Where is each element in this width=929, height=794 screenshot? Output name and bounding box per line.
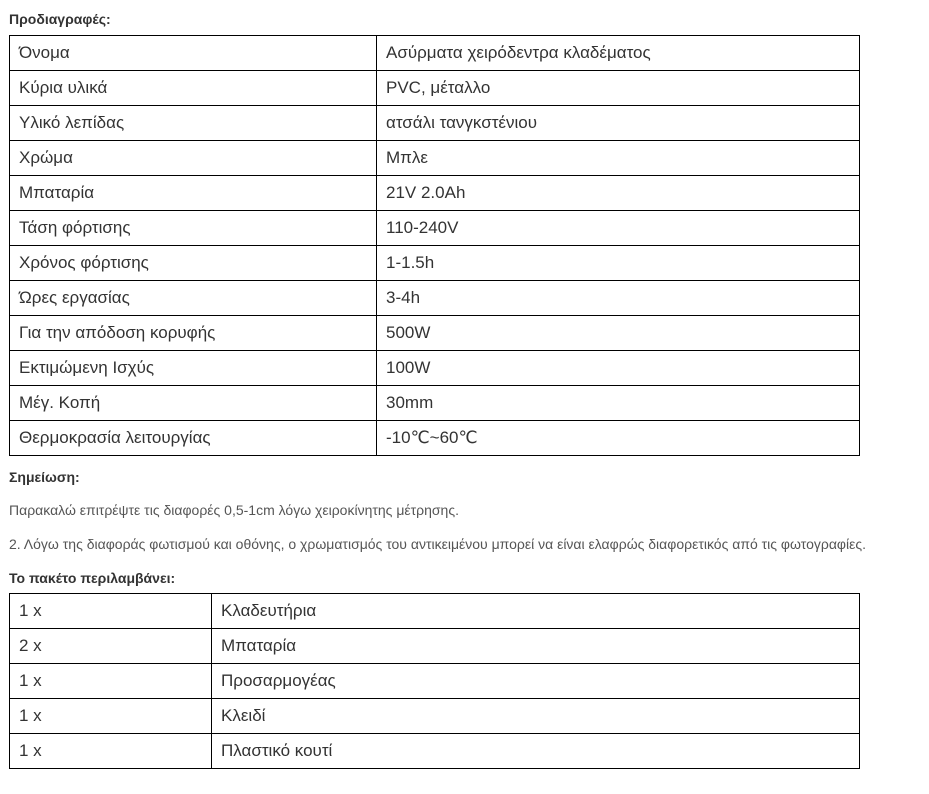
table-row (10, 211, 860, 246)
spec-name: Εκτιμώμενη Ισχύς (10, 351, 377, 386)
package-item: Κλειδί (212, 699, 860, 734)
package-qty: 2 x (10, 629, 212, 664)
specs-heading: Προδιαγραφές: (9, 11, 111, 27)
spec-name: Χρόνος φόρτισης (10, 246, 377, 281)
spec-value: -10℃~60℃ (377, 421, 860, 456)
package-qty: 1 x (10, 594, 212, 629)
spec-value: 30mm (377, 386, 860, 421)
table-row (10, 176, 860, 211)
spec-value: Ασύρματα χειρόδεντρα κλαδέματος (377, 36, 860, 71)
table-row (10, 141, 860, 176)
spec-name: Κύρια υλικά (10, 71, 377, 106)
table-row (10, 246, 860, 281)
spec-value: Μπλε (377, 141, 860, 176)
table-row (10, 351, 860, 386)
spec-name: Μπαταρία (10, 176, 377, 211)
table-row (10, 316, 860, 351)
table-row (10, 281, 860, 316)
spec-value: 110-240V (377, 211, 860, 246)
spec-value: 21V 2.0Ah (377, 176, 860, 211)
table-row (10, 421, 860, 456)
spec-name: Όνομα (10, 36, 377, 71)
package-qty: 1 x (10, 734, 212, 769)
spec-value: 1-1.5h (377, 246, 860, 281)
spec-name: Ώρες εργασίας (10, 281, 377, 316)
table-row (10, 699, 860, 734)
table-row (10, 106, 860, 141)
package-heading: Το πακέτο περιλαμβάνει: (9, 570, 176, 586)
spec-name: Τάση φόρτισης (10, 211, 377, 246)
note-line-1: Παρακαλώ επιτρέψτε τις διαφορές 0,5-1cm λόγω χειροκίνητης μέτρησης. (9, 502, 459, 518)
package-item: Μπαταρία (212, 629, 860, 664)
spec-name: Για την απόδοση κορυφής (10, 316, 377, 351)
spec-value: ατσάλι τανγκστένιου (377, 106, 860, 141)
package-table (9, 593, 860, 769)
spec-value: 3-4h (377, 281, 860, 316)
spec-value: 500W (377, 316, 860, 351)
table-row (10, 594, 860, 629)
spec-name: Χρώμα (10, 141, 377, 176)
spec-name: Υλικό λεπίδας (10, 106, 377, 141)
package-qty: 1 x (10, 664, 212, 699)
table-row (10, 71, 860, 106)
spec-name: Μέγ. Κοπή (10, 386, 377, 421)
table-row (10, 734, 860, 769)
package-item: Πλαστικό κουτί (212, 734, 860, 769)
table-row (10, 664, 860, 699)
table-row (10, 386, 860, 421)
spec-value: 100W (377, 351, 860, 386)
note-heading: Σημείωση: (9, 469, 80, 485)
package-item: Κλαδευτήρια (212, 594, 860, 629)
package-qty: 1 x (10, 699, 212, 734)
note-line-2: 2. Λόγω της διαφοράς φωτισμού και οθόνης, ο χρωματισμός του αντικειμένου μπορεί να είναι ελαφρώς διαφορετικός από τις φωτογραφίες. (9, 536, 866, 552)
package-item: Προσαρμογέας (212, 664, 860, 699)
table-row (10, 36, 860, 71)
spec-value: PVC, μέταλλο (377, 71, 860, 106)
specs-table (9, 35, 860, 456)
spec-name: Θερμοκρασία λειτουργίας (10, 421, 377, 456)
table-row (10, 629, 860, 664)
